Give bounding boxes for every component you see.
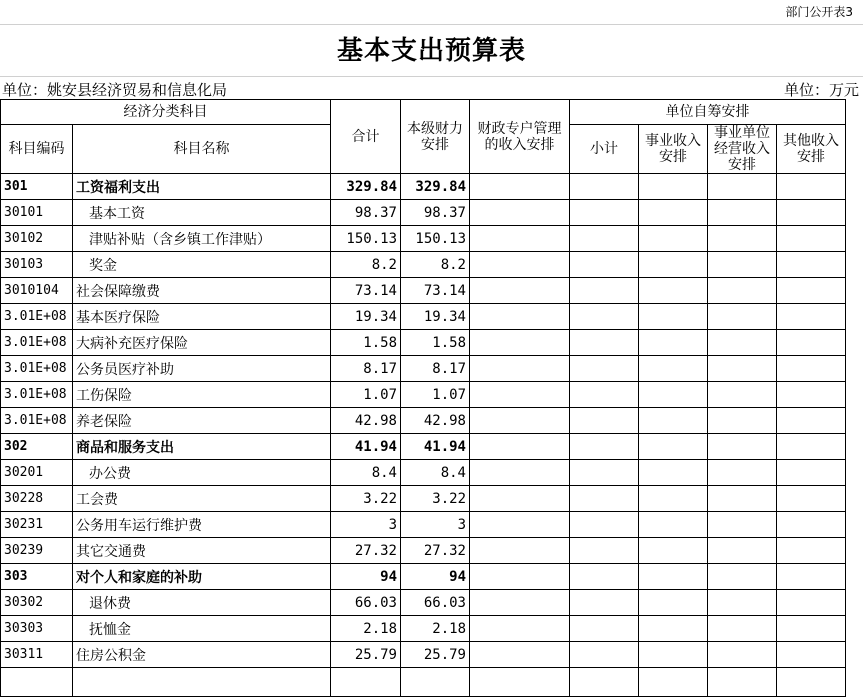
fiscal-cell: 73.14 <box>401 278 470 304</box>
special-cell <box>470 252 570 278</box>
other-income-cell <box>777 382 846 408</box>
subtotal-cell <box>570 356 639 382</box>
fiscal-cell: 41.94 <box>401 434 470 460</box>
operating-income-cell <box>708 460 777 486</box>
business-income-cell <box>639 434 708 460</box>
total-cell: 8.4 <box>331 460 401 486</box>
fiscal-cell: 8.2 <box>401 252 470 278</box>
other-income-cell <box>777 226 846 252</box>
code-cell: 30101 <box>1 200 73 226</box>
subtotal-cell <box>570 590 639 616</box>
table-row <box>1 616 846 642</box>
name-cell: 其它交通费 <box>73 538 331 564</box>
header-econ-category: 经济分类科目 <box>1 100 331 125</box>
unit-organization: 单位：姚安县经济贸易和信息化局 <box>2 81 228 99</box>
table-row <box>1 538 846 564</box>
code-cell: 30239 <box>1 538 73 564</box>
total-cell: 27.32 <box>331 538 401 564</box>
total-cell: 94 <box>331 564 401 590</box>
table-row <box>1 668 846 697</box>
table-row <box>1 460 846 486</box>
operating-income-cell <box>708 330 777 356</box>
operating-income-cell <box>708 538 777 564</box>
name-cell: 退休费 <box>73 590 331 616</box>
code-cell: 30303 <box>1 616 73 642</box>
business-income-cell <box>639 616 708 642</box>
name-cell: 公务用车运行维护费 <box>73 512 331 538</box>
other-income-cell <box>777 200 846 226</box>
business-income-cell <box>639 252 708 278</box>
operating-income-cell <box>708 616 777 642</box>
table-number-label: 部门公开表3 <box>785 5 853 19</box>
name-cell: 工伤保险 <box>73 382 331 408</box>
subtotal-cell <box>570 642 639 668</box>
code-cell: 3.01E+08 <box>1 330 73 356</box>
special-cell <box>470 486 570 512</box>
subtotal-cell <box>570 174 639 200</box>
operating-income-cell <box>708 252 777 278</box>
table-row <box>1 434 846 460</box>
code-cell: 30231 <box>1 512 73 538</box>
total-cell: 25.79 <box>331 642 401 668</box>
business-income-cell <box>639 538 708 564</box>
special-cell <box>470 590 570 616</box>
name-cell: 社会保障缴费 <box>73 278 331 304</box>
name-cell: 抚恤金 <box>73 616 331 642</box>
business-income-cell <box>639 486 708 512</box>
special-cell <box>470 642 570 668</box>
special-cell <box>470 616 570 642</box>
business-income-cell <box>639 564 708 590</box>
table-row <box>1 330 846 356</box>
name-cell: 基本医疗保险 <box>73 304 331 330</box>
business-income-cell <box>639 174 708 200</box>
other-income-cell <box>777 278 846 304</box>
business-income-cell <box>639 460 708 486</box>
code-cell: 3.01E+08 <box>1 408 73 434</box>
code-cell: 30103 <box>1 252 73 278</box>
special-cell <box>470 408 570 434</box>
name-cell: 住房公积金 <box>73 642 331 668</box>
subtotal-cell <box>570 668 639 697</box>
other-income-cell <box>777 330 846 356</box>
header-total: 合计 <box>331 100 401 174</box>
special-cell <box>470 226 570 252</box>
header-business-income: 事业收入安排 <box>639 125 708 174</box>
subtotal-cell <box>570 408 639 434</box>
other-income-cell <box>777 590 846 616</box>
total-cell: 3.22 <box>331 486 401 512</box>
total-cell: 19.34 <box>331 304 401 330</box>
unit-currency: 单位：万元 <box>783 81 859 99</box>
table-row <box>1 226 846 252</box>
name-cell: 奖金 <box>73 252 331 278</box>
other-income-cell <box>777 408 846 434</box>
other-income-cell <box>777 668 846 697</box>
operating-income-cell <box>708 382 777 408</box>
name-cell: 办公费 <box>73 460 331 486</box>
operating-income-cell <box>708 174 777 200</box>
other-income-cell <box>777 356 846 382</box>
fiscal-cell: 2.18 <box>401 616 470 642</box>
business-income-cell <box>639 200 708 226</box>
fiscal-cell: 3.22 <box>401 486 470 512</box>
other-income-cell <box>777 564 846 590</box>
divider <box>0 24 863 25</box>
code-cell: 3.01E+08 <box>1 304 73 330</box>
business-income-cell <box>639 330 708 356</box>
table-row <box>1 512 846 538</box>
operating-income-cell <box>708 278 777 304</box>
table-row <box>1 278 846 304</box>
special-cell <box>470 434 570 460</box>
subtotal-cell <box>570 382 639 408</box>
other-income-cell <box>777 252 846 278</box>
subtotal-cell <box>570 460 639 486</box>
subtotal-cell <box>570 564 639 590</box>
total-cell: 1.07 <box>331 382 401 408</box>
code-cell: 30201 <box>1 460 73 486</box>
subtotal-cell <box>570 486 639 512</box>
total-cell: 8.2 <box>331 252 401 278</box>
name-cell: 基本工资 <box>73 200 331 226</box>
special-cell <box>470 512 570 538</box>
business-income-cell <box>639 668 708 697</box>
operating-income-cell <box>708 200 777 226</box>
code-cell <box>1 668 73 697</box>
special-cell <box>470 382 570 408</box>
operating-income-cell <box>708 304 777 330</box>
code-cell: 30311 <box>1 642 73 668</box>
header-other-income: 其他收入安排 <box>777 125 846 174</box>
total-cell: 329.84 <box>331 174 401 200</box>
code-cell: 30102 <box>1 226 73 252</box>
code-cell: 3010104 <box>1 278 73 304</box>
code-cell: 30302 <box>1 590 73 616</box>
operating-income-cell <box>708 226 777 252</box>
table-row <box>1 590 846 616</box>
fiscal-cell: 27.32 <box>401 538 470 564</box>
subtotal-cell <box>570 434 639 460</box>
name-cell: 大病补充医疗保险 <box>73 330 331 356</box>
fiscal-cell: 42.98 <box>401 408 470 434</box>
business-income-cell <box>639 642 708 668</box>
fiscal-cell: 329.84 <box>401 174 470 200</box>
operating-income-cell <box>708 590 777 616</box>
subtotal-cell <box>570 278 639 304</box>
other-income-cell <box>777 616 846 642</box>
operating-income-cell <box>708 512 777 538</box>
special-cell <box>470 356 570 382</box>
total-cell: 73.14 <box>331 278 401 304</box>
total-cell: 2.18 <box>331 616 401 642</box>
business-income-cell <box>639 382 708 408</box>
header-code: 科目编码 <box>1 125 73 174</box>
page-title: 基本支出预算表 <box>336 36 526 66</box>
other-income-cell <box>777 174 846 200</box>
special-cell <box>470 174 570 200</box>
fiscal-cell: 94 <box>401 564 470 590</box>
header-special-account: 财政专户管理的收入安排 <box>470 100 570 174</box>
code-cell: 302 <box>1 434 73 460</box>
table-row <box>1 200 846 226</box>
name-cell <box>73 668 331 697</box>
operating-income-cell <box>708 564 777 590</box>
total-cell: 41.94 <box>331 434 401 460</box>
subtotal-cell <box>570 200 639 226</box>
business-income-cell <box>639 278 708 304</box>
subtotal-cell <box>570 226 639 252</box>
total-cell: 98.37 <box>331 200 401 226</box>
header-operating-income: 事业单位经营收入安排 <box>708 125 777 174</box>
table-row <box>1 564 846 590</box>
header-self-funded: 单位自筹安排 <box>570 100 846 125</box>
subtotal-cell <box>570 330 639 356</box>
fiscal-cell: 1.07 <box>401 382 470 408</box>
other-income-cell <box>777 304 846 330</box>
fiscal-cell: 25.79 <box>401 642 470 668</box>
fiscal-cell: 8.17 <box>401 356 470 382</box>
special-cell <box>470 668 570 697</box>
operating-income-cell <box>708 434 777 460</box>
special-cell <box>470 564 570 590</box>
table-row <box>1 642 846 668</box>
subtotal-cell <box>570 512 639 538</box>
name-cell: 对个人和家庭的补助 <box>73 564 331 590</box>
fiscal-cell: 3 <box>401 512 470 538</box>
business-income-cell <box>639 226 708 252</box>
name-cell: 工资福利支出 <box>73 174 331 200</box>
table-row <box>1 382 846 408</box>
header-subtotal: 小计 <box>570 125 639 174</box>
name-cell: 工会费 <box>73 486 331 512</box>
table-row <box>1 356 846 382</box>
operating-income-cell <box>708 486 777 512</box>
other-income-cell <box>777 512 846 538</box>
subtotal-cell <box>570 304 639 330</box>
subtotal-cell <box>570 616 639 642</box>
special-cell <box>470 304 570 330</box>
fiscal-cell: 1.58 <box>401 330 470 356</box>
table-row <box>1 304 846 330</box>
special-cell <box>470 278 570 304</box>
total-cell: 150.13 <box>331 226 401 252</box>
special-cell <box>470 330 570 356</box>
fiscal-cell: 150.13 <box>401 226 470 252</box>
operating-income-cell <box>708 356 777 382</box>
total-cell: 66.03 <box>331 590 401 616</box>
subtotal-cell <box>570 538 639 564</box>
other-income-cell <box>777 460 846 486</box>
table-row <box>1 252 846 278</box>
total-cell: 1.58 <box>331 330 401 356</box>
fiscal-cell: 98.37 <box>401 200 470 226</box>
special-cell <box>470 200 570 226</box>
code-cell: 301 <box>1 174 73 200</box>
name-cell: 公务员医疗补助 <box>73 356 331 382</box>
name-cell: 养老保险 <box>73 408 331 434</box>
code-cell: 303 <box>1 564 73 590</box>
table-row <box>1 174 846 200</box>
operating-income-cell <box>708 642 777 668</box>
name-cell: 津贴补贴（含乡镇工作津贴） <box>73 226 331 252</box>
fiscal-cell: 19.34 <box>401 304 470 330</box>
fiscal-cell: 66.03 <box>401 590 470 616</box>
operating-income-cell <box>708 668 777 697</box>
total-cell: 3 <box>331 512 401 538</box>
code-cell: 30228 <box>1 486 73 512</box>
header-name: 科目名称 <box>73 125 331 174</box>
other-income-cell <box>777 642 846 668</box>
special-cell <box>470 538 570 564</box>
fiscal-cell: 8.4 <box>401 460 470 486</box>
total-cell: 42.98 <box>331 408 401 434</box>
operating-income-cell <box>708 408 777 434</box>
other-income-cell <box>777 538 846 564</box>
total-cell <box>331 668 401 697</box>
business-income-cell <box>639 512 708 538</box>
code-cell: 3.01E+08 <box>1 382 73 408</box>
name-cell: 商品和服务支出 <box>73 434 331 460</box>
header-fiscal: 本级财力安排 <box>401 100 470 174</box>
fiscal-cell <box>401 668 470 697</box>
divider <box>0 76 863 77</box>
code-cell: 3.01E+08 <box>1 356 73 382</box>
table-row <box>1 408 846 434</box>
business-income-cell <box>639 356 708 382</box>
subtotal-cell <box>570 252 639 278</box>
business-income-cell <box>639 590 708 616</box>
table-row <box>1 486 846 512</box>
business-income-cell <box>639 408 708 434</box>
other-income-cell <box>777 434 846 460</box>
business-income-cell <box>639 304 708 330</box>
budget-table <box>0 99 846 697</box>
special-cell <box>470 460 570 486</box>
other-income-cell <box>777 486 846 512</box>
total-cell: 8.17 <box>331 356 401 382</box>
